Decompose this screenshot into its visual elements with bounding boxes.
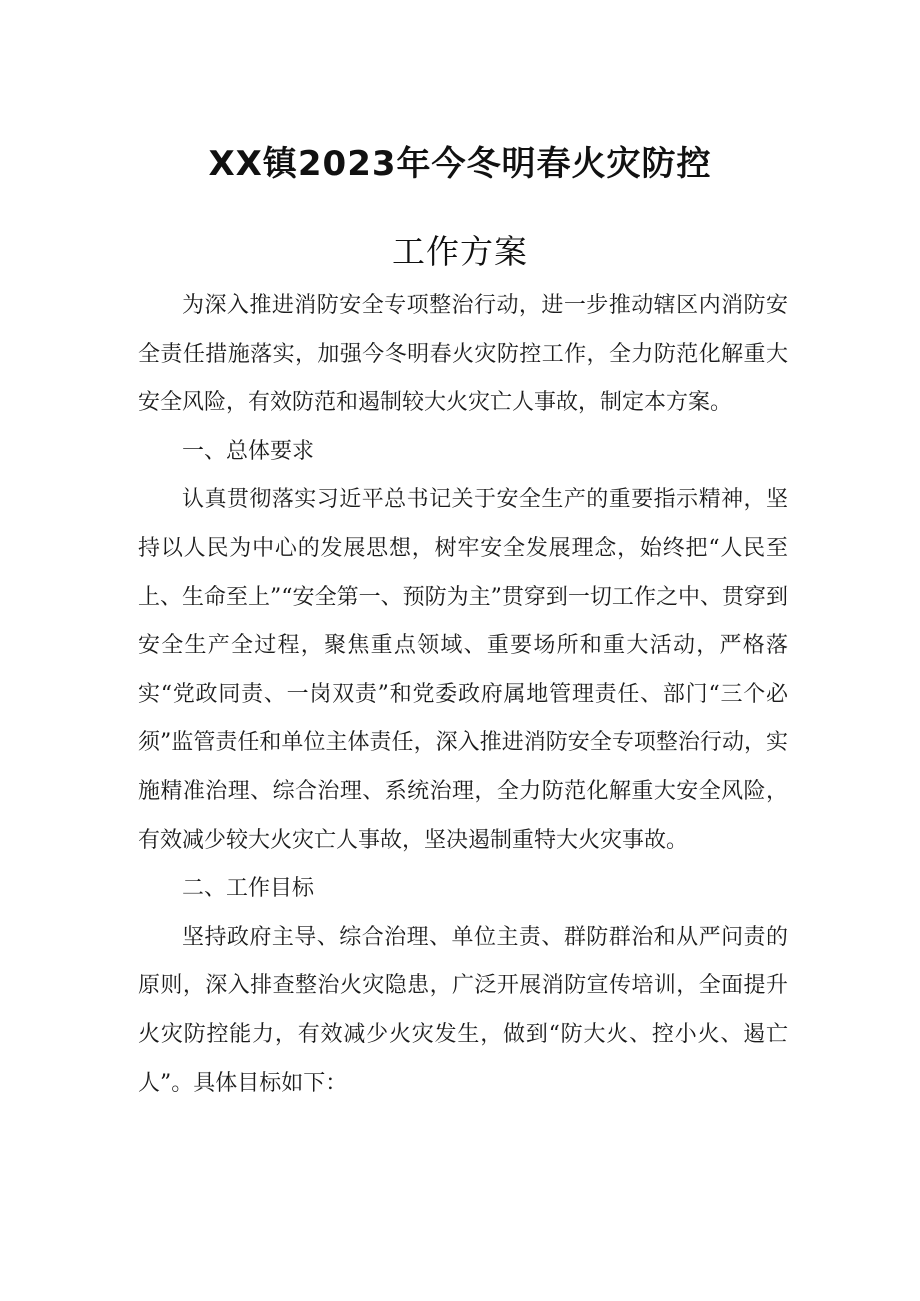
document-title-line-2: 工作方案 xyxy=(392,232,528,271)
overall-requirements-paragraph: 认真贯彻落实习近平总书记关于安全生产的重要指示精神，坚持以人民为中心的发展思想，树牢安全发展理念，始终把“人民至上、生命至上”“安全第一、预防为主”贯穿到一切工作之中、贯穿到安全生产全过程，聚焦重点领域、重要场所和重大活动，严格落实“党政同责、一岗双责”和党委政府属地管理责任、部门“三个必须”监管责任和单位主体责任，深入推进消防安全专项整治行动，实施精准治理、综合治理、系统治理，全力防范化解重大安全风险，有效减少较大火灾亡人事故，坚决遏制重特大火灾事故。 xyxy=(138,487,788,853)
section-heading-work-goals: 二、工作目标 xyxy=(182,876,315,902)
document-body xyxy=(138,282,788,1108)
document-title-line-1: XX镇2023年今冬明春火灾防控 xyxy=(208,144,712,184)
intro-paragraph: 为深入推进消防安全专项整治行动，进一步推动辖区内消防安全责任措施落实，加强今冬明春火灾防控工作，全力防范化解重大安全风险，有效防范和遏制较大火灾亡人事故，制定本方案。 xyxy=(138,293,788,416)
work-goals-paragraph: 坚持政府主导、综合治理、单位主责、群防群治和从严问责的原则，深入排查整治火灾隐患，广泛开展消防宣传培训，全面提升火灾防控能力，有效减少火灾发生，做到“防大火、控小火、遏亡人”。具体目标如下： xyxy=(138,924,788,1096)
section-heading-overall-requirements: 一、总体要求 xyxy=(182,438,315,464)
